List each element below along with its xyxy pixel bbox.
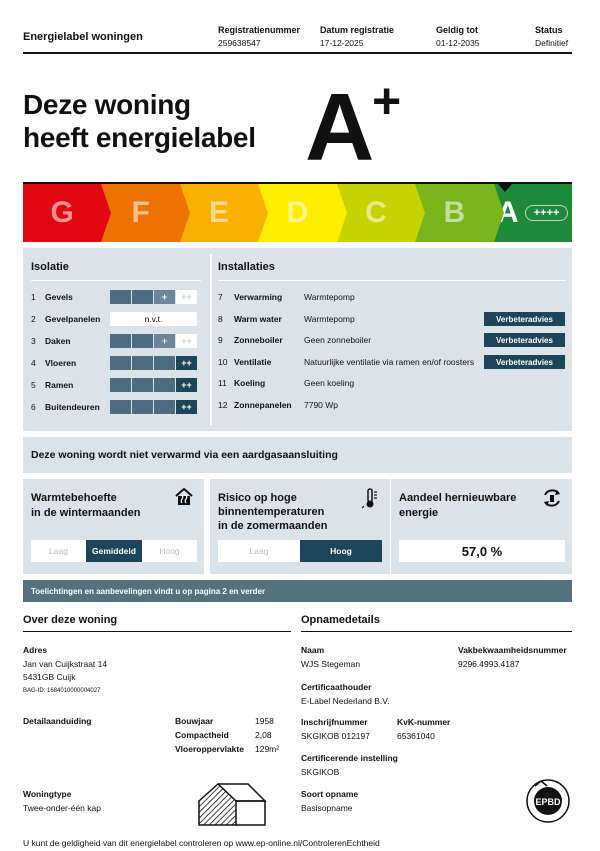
- scale-class-g: [23, 184, 101, 242]
- row-number: 6: [31, 402, 36, 412]
- installaties-rule: [218, 280, 566, 281]
- warmte-option-laag: Laag: [31, 540, 86, 562]
- row-label: Warm water: [234, 314, 282, 324]
- scale-class-f: [101, 184, 179, 242]
- installaties-title: Installaties: [218, 261, 275, 273]
- scale-class-label: B: [443, 196, 466, 229]
- risico-title: Risico op hoge binnentemperaturen in de zomermaanden: [218, 492, 328, 532]
- kvk-label: KvK-nummer: [397, 717, 451, 727]
- active-class-pill: ++++: [525, 205, 569, 221]
- rating-bar: [110, 334, 131, 348]
- warmte-title: Warmtebehoefte in de wintermaanden: [31, 492, 141, 519]
- panel-divider: [210, 254, 212, 425]
- rating-bar: [110, 400, 131, 414]
- rating-bar: ++: [176, 356, 197, 370]
- header-field-status: Status Definitief: [535, 25, 569, 48]
- installatie-row-verwarming: [218, 292, 355, 302]
- scale-class-label: A: [497, 196, 519, 229]
- isolatie-rating: [110, 378, 198, 392]
- adres-line2: 5431GB Cuijk: [23, 672, 76, 682]
- warmte-scale: [31, 540, 197, 562]
- row-value: Natuurlijke ventilatie via ramen en/of roosters: [304, 357, 475, 367]
- row-value: Warmtepomp: [304, 314, 355, 324]
- rating-bar: [132, 290, 153, 304]
- twee-onder-een-kap-icon: [196, 781, 268, 827]
- rating-bar: ++: [176, 400, 197, 414]
- rating-bar: [132, 356, 153, 370]
- adres-line1: Jan van Cuijkstraat 14: [23, 659, 108, 669]
- row-value: 7790 Wp: [304, 400, 339, 410]
- cert-value: E-Label Nederland B.V.: [301, 696, 390, 706]
- compactheid-value: 2,08: [255, 730, 272, 740]
- row-value: Geen zonneboiler: [304, 335, 372, 345]
- scale-class-c: [337, 184, 415, 242]
- verbeteradvies-button[interactable]: Verbeteradvies: [484, 312, 565, 326]
- isolatie-rating: [110, 400, 198, 414]
- isolatie-title: Isolatie: [31, 261, 69, 273]
- vloeroppervlakte-value: 129m²: [255, 744, 280, 754]
- isolatie-rating: [110, 312, 197, 326]
- footer-text: U kunt de geldigheid van dit energielabel controleren op www.ep-online.nl/ControlerenEchtheid: [23, 838, 380, 848]
- rating-bar: +: [154, 334, 175, 348]
- hero-label-plus: +: [372, 73, 402, 129]
- rating-bar: [132, 334, 153, 348]
- soort-label: Soort opname: [301, 789, 359, 799]
- row-label: Gevels: [45, 292, 73, 302]
- naam-value: WJS Stegeman: [301, 659, 361, 669]
- rating-bar: [154, 356, 175, 370]
- scale-arrow: [494, 184, 504, 242]
- woningtype-label: Woningtype: [23, 789, 72, 799]
- row-label: Buitendeuren: [45, 402, 100, 412]
- isolatie-rule: [31, 280, 201, 281]
- scale-class-b: [415, 184, 493, 242]
- woning-rule: [23, 631, 291, 632]
- header-field-registratienummer: Registratienummer 259638547: [218, 25, 301, 48]
- scale-class-label: C: [365, 196, 387, 229]
- hernieuwbaar-title: Aandeel hernieuwbare energie: [399, 492, 517, 519]
- row-number: 4: [31, 358, 36, 368]
- renewable-cycle-icon: [541, 487, 563, 509]
- scale-class-a: [494, 184, 572, 242]
- energy-scale: [23, 184, 572, 242]
- epbd-logo-icon: [525, 778, 571, 824]
- rating-bar: [110, 378, 131, 392]
- row-label: Gevelpanelen: [45, 314, 101, 324]
- row-number: 9: [218, 335, 223, 345]
- installatie-row-koeling: [218, 378, 354, 388]
- isolatie-rating: [110, 356, 198, 370]
- header-rule: [23, 52, 572, 54]
- compactheid-label: Compactheid: [175, 730, 229, 740]
- row-number: 3: [31, 336, 36, 346]
- scale-class-label: E: [209, 196, 230, 229]
- epbd-logo-text: EPBD: [535, 797, 561, 807]
- vak-label: Vakbekwaamheidsnummer: [458, 645, 567, 655]
- row-label: Koeling: [234, 378, 266, 388]
- row-number: 5: [31, 380, 36, 390]
- scale-arrow: [415, 184, 425, 242]
- scale-class-label: D: [286, 196, 309, 229]
- risico-option-hoog: Hoog: [300, 540, 382, 562]
- installatie-row-ventilatie: [218, 357, 474, 367]
- row-value: Geen koeling: [304, 378, 355, 388]
- rating-bar: [132, 400, 153, 414]
- inst-value: SKGIKOB: [301, 767, 340, 777]
- bouwjaar-label: Bouwjaar: [175, 716, 214, 726]
- adres-label: Adres: [23, 645, 48, 655]
- inst-label: Certificerende instelling: [301, 753, 398, 763]
- cert-label: Certificaathouder: [301, 682, 372, 692]
- woning-title: Over deze woning: [23, 614, 118, 626]
- isolatie-row-ramen: [31, 380, 73, 390]
- nvt-value: n.v.t.: [110, 312, 197, 326]
- row-number: 7: [218, 292, 223, 302]
- installatie-row-zonnepanelen: [218, 400, 338, 410]
- bouwjaar-value: 1958: [255, 716, 274, 726]
- verbeteradvies-button[interactable]: Verbeteradvies: [484, 333, 565, 347]
- soort-value: Basisopname: [301, 803, 353, 813]
- rating-bar: ++: [176, 378, 197, 392]
- risico-scale: [218, 540, 382, 562]
- row-number: 12: [218, 400, 228, 410]
- hero-label: A: [305, 74, 375, 181]
- hero-title: Deze woning heeft energielabel: [23, 89, 256, 153]
- bag-id: BAG-ID: 1684010000004027: [23, 688, 101, 694]
- row-label: Zonneboiler: [234, 335, 283, 345]
- row-label: Daken: [45, 336, 71, 346]
- vloeroppervlakte-label: Vloeroppervlakte: [175, 744, 244, 754]
- warmte-option-hoog: Hoog: [142, 540, 197, 562]
- scale-arrow: [101, 184, 111, 242]
- scale-class-label: F: [131, 196, 150, 229]
- row-label: Vloeren: [45, 358, 77, 368]
- risico-option-laag: Laag: [218, 540, 300, 562]
- rating-bar: [110, 356, 131, 370]
- row-value: Warmtepomp: [304, 292, 355, 302]
- installatie-row-warm-water: [218, 314, 355, 324]
- rating-bar: +: [154, 290, 175, 304]
- header-field-geldig: Geldig tot 01-12-2035: [436, 25, 480, 48]
- isolatie-row-gevels: [31, 292, 73, 302]
- rating-bar: [132, 378, 153, 392]
- opname-title: Opnamedetails: [301, 614, 380, 626]
- row-number: 8: [218, 314, 223, 324]
- row-label: Verwarming: [234, 292, 283, 302]
- inschr-label: Inschrijfnummer: [301, 717, 368, 727]
- isolatie-row-vloeren: [31, 358, 76, 368]
- verbeteradvies-button[interactable]: Verbeteradvies: [484, 355, 565, 369]
- row-number: 1: [31, 292, 36, 302]
- row-number: 2: [31, 314, 36, 324]
- row-label: Zonnepanelen: [234, 400, 292, 410]
- vak-value: 9296.4993.4187: [458, 659, 520, 669]
- rating-bar-empty: ++: [176, 334, 197, 348]
- row-label: Ventilatie: [234, 357, 272, 367]
- isolatie-row-buitendeuren: [31, 402, 100, 412]
- detail-label: Detailaanduiding: [23, 716, 92, 726]
- house-heat-icon: [174, 487, 194, 507]
- scale-arrow: [258, 184, 268, 242]
- hernieuwbaar-value: 57,0 %: [399, 540, 565, 562]
- note-text: Toelichtingen en aanbevelingen vindt u op pagina 2 en verder: [31, 587, 266, 596]
- gas-text: Deze woning wordt niet verwarmd via een aardgasaansluiting: [31, 449, 338, 461]
- woningtype-value: Twee-onder-één kap: [23, 803, 101, 813]
- header-field-datum: Datum registratie 17-12-2025: [320, 25, 395, 48]
- isolatie-row-daken: [31, 336, 71, 346]
- scale-class-label: G: [50, 196, 74, 229]
- scale-class-d: [258, 184, 336, 242]
- scale-arrow: [180, 184, 190, 242]
- row-number: 11: [218, 378, 227, 388]
- isolatie-rating: [110, 290, 198, 304]
- row-number: 10: [218, 357, 228, 367]
- installatie-row-zonneboiler: [218, 335, 371, 345]
- naam-label: Naam: [301, 645, 325, 655]
- rating-bar: [110, 290, 131, 304]
- scale-arrow: [337, 184, 347, 242]
- kvk-value: 65361040: [397, 731, 435, 741]
- inschr-value: SKGIKOB 012197: [301, 731, 370, 741]
- warmte-option-gemiddeld: Gemiddeld: [86, 540, 142, 562]
- doc-title: Energielabel woningen: [23, 31, 143, 43]
- scale-class-e: [180, 184, 258, 242]
- thermometer-icon: [361, 487, 379, 509]
- rating-bar: [154, 378, 175, 392]
- row-label: Ramen: [45, 380, 74, 390]
- isolatie-rating: [110, 334, 198, 348]
- rating-bar-empty: ++: [176, 290, 197, 304]
- rating-bar: [154, 400, 175, 414]
- opname-rule: [301, 631, 572, 632]
- isolatie-row-gevelpanelen: [31, 314, 100, 324]
